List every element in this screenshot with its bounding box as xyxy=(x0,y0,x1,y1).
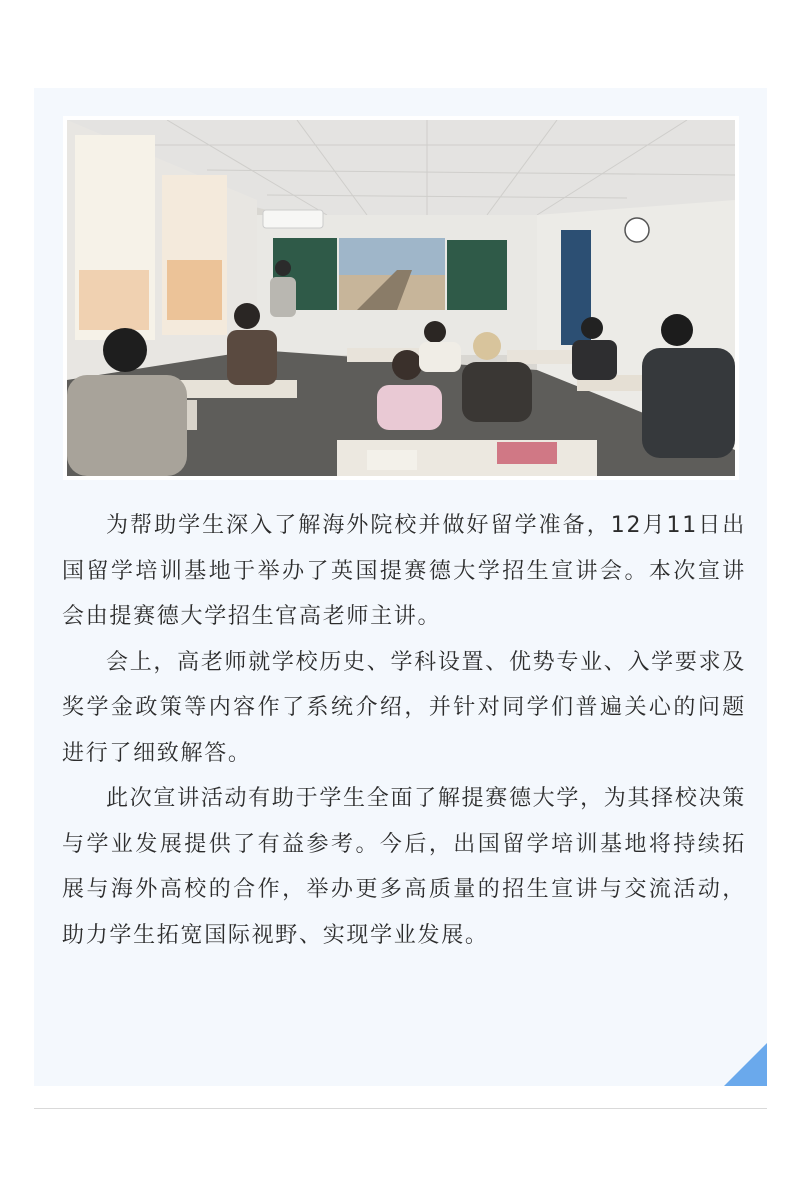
classroom-photo xyxy=(67,120,735,476)
bottom-divider xyxy=(34,1108,767,1109)
article-paragraph-3: 此次宣讲活动有助于学生全面了解提赛德大学，为其择校决策与学业发展提供了有益参考。今后，出国留学培训基地将持续拓展与海外高校的合作，举办更多高质量的招生宣讲与交流活动，助力学生拓宽国际视野、实现学业发展。 xyxy=(62,786,746,948)
article-body xyxy=(62,503,746,958)
article-paragraph-2: 会上，高老师就学校历史、学科设置、优势专业、入学要求及奖学金政策等内容作了系统介绍，并针对同学们普遍关心的问题进行了细致解答。 xyxy=(62,649,746,766)
classroom-photo-icon xyxy=(67,120,735,476)
corner-triangle-icon xyxy=(724,1043,767,1086)
photo-frame xyxy=(63,116,739,480)
article-paragraph-1: 为帮助学生深入了解海外院校并做好留学准备，12月11日出国留学培训基地于举办了英国提赛德大学招生宣讲会。本次宣讲会由提赛德大学招生官高老师主讲。 xyxy=(62,513,746,629)
